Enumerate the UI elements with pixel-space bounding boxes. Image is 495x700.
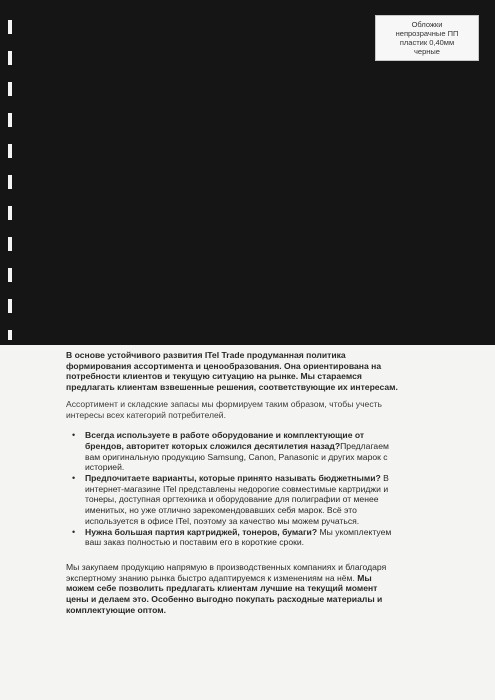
bold-text: брендов, авторитет которых сложился десятилетия назад? <box>85 440 341 451</box>
text-line: ваш заказ полностью и поставим его в короткие сроки. <box>85 537 305 548</box>
list-item <box>66 473 471 527</box>
normal-text: Предлагаем <box>340 440 389 451</box>
bold-text: Всегда используете в работе оборудование и комплектующие от <box>85 430 365 441</box>
label-line: черные <box>414 47 440 56</box>
label-line: Обложки <box>411 20 443 29</box>
text-line: цены и делаем это. Особенно выгодно покупать расходные материалы и <box>66 594 383 605</box>
text-line: можем себе позволить предлагать клиентам лучшие на текущий момент <box>66 583 378 594</box>
product-label <box>375 15 479 61</box>
binding-hole <box>8 20 12 34</box>
binding-hole <box>8 113 12 127</box>
binding-hole <box>8 175 12 189</box>
binding-hole <box>8 144 12 158</box>
bullet-icon: • <box>72 526 76 537</box>
binding-hole <box>8 268 12 282</box>
text-line: Ассортимент и складские запасы мы формируем таким образом, чтобы учесть <box>66 398 383 409</box>
label-line: пластик 0,40мм <box>399 38 455 47</box>
list-item <box>66 430 471 473</box>
black-cover-sheet <box>0 0 495 345</box>
label-line: непрозрачные ПП <box>395 29 459 38</box>
bold-text: Мы <box>357 572 372 583</box>
binding-hole <box>8 82 12 96</box>
text-line: вам оригинальную продукцию Samsung, Canon, Panasonic и других марок с <box>85 451 388 462</box>
text-line: интересы всех категорий потребителей. <box>66 409 226 420</box>
normal-text: В <box>380 473 389 484</box>
bullet-icon: • <box>72 430 76 441</box>
text-line: предлагать клиентам взвешенные решения, соответствующие их интересам. <box>66 382 398 393</box>
binding-hole <box>8 51 12 65</box>
normal-text: Мы укомплектуем <box>317 526 392 537</box>
document-body <box>66 350 471 621</box>
feature-list <box>66 430 471 548</box>
list-item <box>66 527 471 548</box>
binding-hole <box>8 237 12 251</box>
text-line: В основе устойчивого развития ITel Trade продуманная политика <box>66 350 346 360</box>
text-line: потребности клиентов и текущую ситуацию на рынке. Мы стараемся <box>66 371 362 382</box>
binding-hole <box>8 299 12 313</box>
closing-paragraph <box>66 562 471 616</box>
intro-paragraph <box>66 350 471 393</box>
text-line: используется в офисе ITel, поэтому за качество мы можем ручаться. <box>85 515 360 526</box>
text-line: интернет-магазине ITel представлены недорогие совместимые картриджи и <box>85 483 389 494</box>
bold-text: Нужна большая партия картриджей, тонеров, бумаги? <box>85 526 318 537</box>
text-line: Мы закупаем продукцию напрямую в производственных компаниях и благодаря <box>66 561 387 572</box>
bold-text: Предпочитаете варианты, которые принято называть бюджетными? <box>85 473 381 484</box>
text-line: формирования ассортимента и ценообразования. Она ориентирована на <box>66 360 382 371</box>
text-line: историей. <box>85 462 125 473</box>
text-line: комплектующие оптом. <box>66 604 166 615</box>
binding-hole <box>8 330 12 340</box>
bullet-icon: • <box>72 473 76 484</box>
text-line: именитых, но уже отлично зарекомендовавших себя марок. Всё это <box>85 505 357 516</box>
normal-text: экспертному знанию рынка быстро адаптируемся к изменениям на нём. <box>66 572 358 583</box>
text-line: тонеры, доступная оргтехника и оборудование для полиграфии от менее <box>85 494 379 505</box>
binding-hole <box>8 206 12 220</box>
assortment-paragraph <box>66 399 471 420</box>
